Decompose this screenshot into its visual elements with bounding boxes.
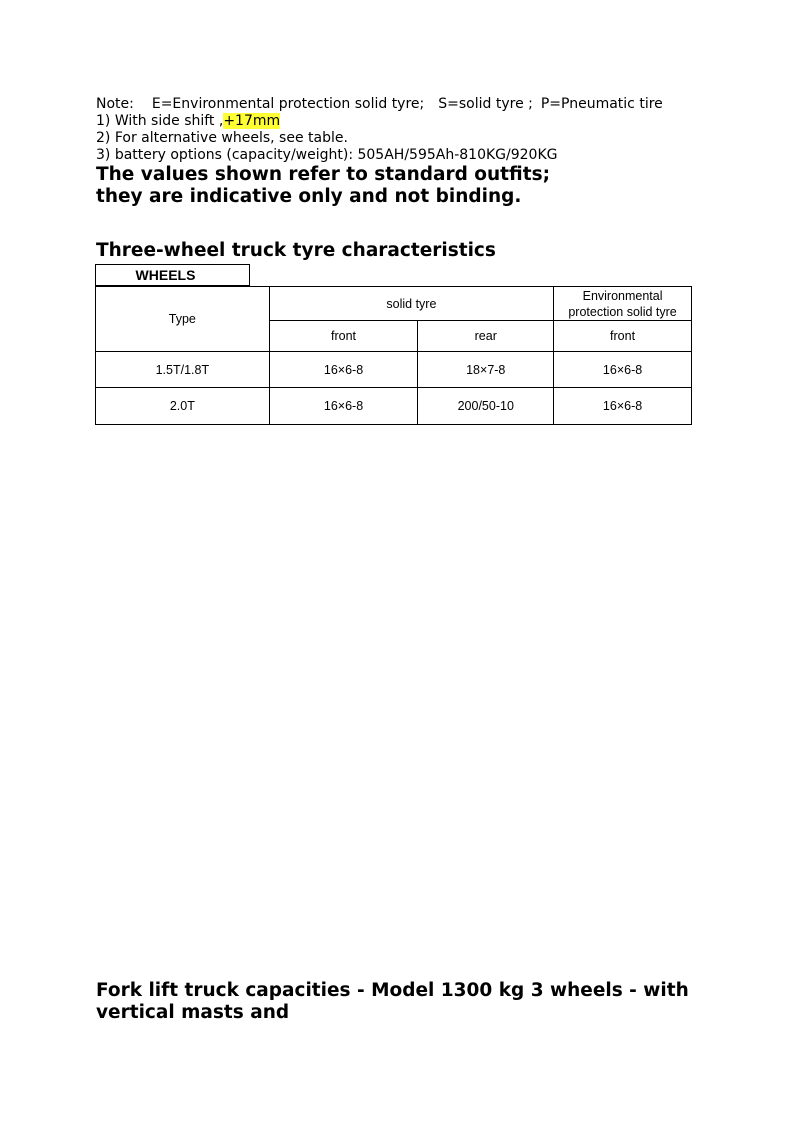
row-solid-front: 16×6-8 [269,352,418,388]
disclaimer-line-1: The values shown refer to standard outfits; [96,164,550,185]
note-e-definition: E=Environmental protection solid tyre; [151,96,425,112]
note-line-2: 2) For alternative wheels, see table. [96,130,348,146]
disclaimer [96,164,550,208]
note-p-definition: P=Pneumatic tire [540,96,663,112]
capacities-heading-line-1: Fork lift truck capacities - Model 1300 kg 3 wheels - with [96,980,689,1001]
row-env-front: 16×6-8 [554,388,692,425]
solid-rear-header: rear [418,321,554,352]
row-solid-rear: 200/50-10 [418,388,554,425]
row-type: 1.5T/1.8T [96,352,270,388]
row-type: 2.0T [96,388,270,425]
env-header-line-2: protection solid tyre [568,304,677,319]
disclaimer-line-2: they are indicative only and not binding. [96,186,522,207]
capacities-heading-line-2: vertical masts and [96,1002,290,1023]
note-line-1-highlight: +17mm [223,113,281,129]
row-env-front: 16×6-8 [554,352,692,388]
note-line-1-text: 1) With side shift , [96,113,224,129]
notes-block [96,96,663,164]
table-row [96,352,692,388]
note-s-definition: S=solid tyre ; [438,96,533,112]
wheels-label: WHEELS [135,267,196,283]
table-row [96,388,692,425]
tyre-table [95,286,692,425]
wheels-label-box [95,264,250,286]
note-line-3: 3) battery options (capacity/weight): 505AH/595Ah-810KG/920KG [96,147,558,163]
env-header-line-1: Environmental [582,288,663,303]
tyre-section-title: Three-wheel truck tyre characteristics [96,240,496,261]
capacities-heading [96,980,689,1024]
env-tyre-header [554,287,692,321]
solid-front-header: front [269,321,418,352]
note-legend [96,96,663,113]
solid-tyre-header: solid tyre [269,287,553,321]
tyre-table-header-row [96,287,692,321]
env-front-header: front [554,321,692,352]
type-header: Type [96,287,270,352]
note-line-1 [96,113,663,130]
note-label: Note: [96,96,134,112]
row-solid-rear: 18×7-8 [418,352,554,388]
row-solid-front: 16×6-8 [269,388,418,425]
